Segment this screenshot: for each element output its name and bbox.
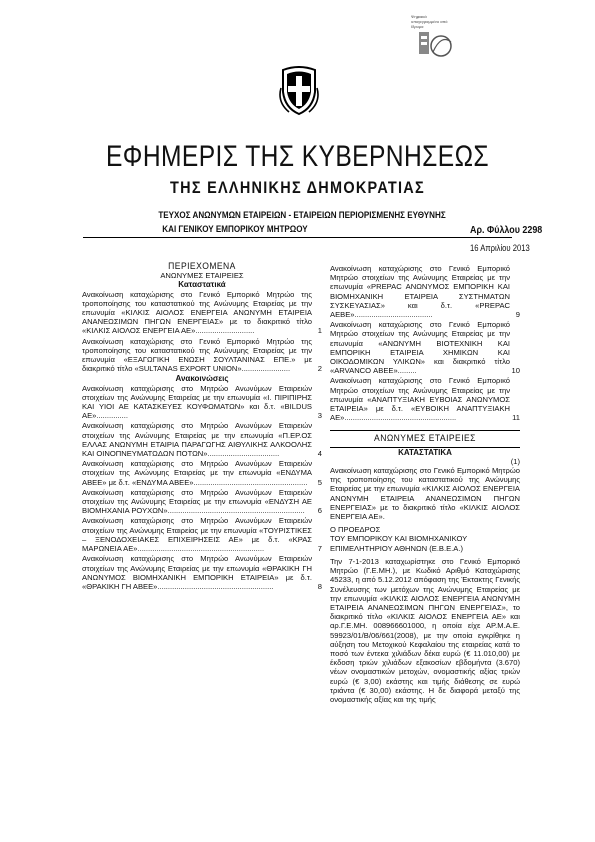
gazette-subtitle: ΤΗΣ ΕΛΛΗΝΙΚΗΣ ΔΗΜΟΚΡΑΤΙΑΣ	[170, 178, 425, 197]
president-line: Ο ΠΡΟΕΔΡΟΣ	[330, 525, 381, 535]
toc-entry[interactable]	[82, 554, 322, 591]
toc-entry-page: 3	[317, 411, 322, 421]
toc-entry-text: Ανακοίνωση καταχώρισης στο Γενικό Εμπορικό Μητρώο της τροποποίησης του καταστατικού της Ανώνυμης Εταιρείας με την επωνυμία «ΕΞΑΓΩΓΙΚΗ ΕΝΩΣΗ ΣΟΥΛΤΑΝΙΝΑΣ ΕΠΕ.» με διακριτικό τίτλο «SULTANAS EXPORT UNION».......................	[82, 336, 312, 374]
issue-type-line1: ΤΕΥΧΟΣ ΑΝΩΝΥΜΩΝ ΕΤΑΙΡΕΙΩΝ - ΕΤΑΙΡΕΙΩΝ ΠΕΡΙΟΡΙΣΜΕΝΗΣ ΕΥΘΥΝΗΣ	[158, 210, 446, 221]
article-paragraph: Την 7-1-2013 καταχωρίστηκε στο Γενικό Εμπορικό Μητρώο (Γ.Ε.ΜΗ.), με Κωδικό Αριθμό Καταχώρισης 45233, η από 5.12.2012 απόφαση της Έκτακτης Γενικής Συνέλευσης των μετόχων της Ανώνυμης Εταιρείας με την επωνυμία «ΚΙΛΚΙΣ ΑΙΟΛΟΣ ΕΝΕΡΓΕΙΑ ΑΝΩΝΥΜΗ ΕΤΑΙΡΕΙΑ ΑΝΑΝΕΩΣΙΜΩΝ ΠΗΓΩΝ ΕΝΕΡΓΕΙΑΣ», το διακριτικό τίτλο «ΚΙΛΚΙΣ ΑΙΟΛΟΣ ΕΝΕΡΓΕΙΑ ΑΕ» και αρ.Γ.Ε.ΜΗ. 008966601000, η οποία είχε ΑΡ.Μ.Α.Ε. 59923/01/Β/06/661(2008), με την οποία εγκρίθηκε η αύξηση του Μετοχικού Κεφαλαίου της εταιρείας κατά το ποσό των έντεκα χιλιάδων δέκα ευρώ (€ 11.010,00) με έκδοση τριών χιλιάδων εξακοσίων εβδομήντα (3.670) νέων ονομαστικών μετοχών, ονομαστικής αξίας τριών ευρώ (€ 3,00) εκάστης και τιμής διάθεσης σε ευρώ τριάντα (€ 30,00) εκάστης. Η δε διαφορά μεταξύ της ονομαστικής αξίας και της τιμής	[330, 556, 520, 704]
greek-coat-of-arms-emblem	[279, 66, 319, 116]
toc-entry-page: 11	[512, 413, 520, 423]
issue-type-line2: ΚΑΙ ΓΕΝΙΚΟΥ ΕΜΠΟΡΙΚΟΥ ΜΗΤΡΩΟΥ	[162, 224, 308, 235]
toc-entry[interactable]	[82, 516, 322, 553]
toc-entry-page: 6	[317, 506, 322, 516]
toc-entry[interactable]	[330, 264, 520, 319]
toc-group-title: Καταστατικά	[178, 280, 226, 290]
toc-entry-text: Ανακοίνωση καταχώρισης στο Μητρώο Ανωνύμων Εταιρειών στοιχείων της Ανώνυμης Εταιρείας με την επωνυμία «ΕΝΔΥΣΗ ΑΕ ΒΙΟΜΗΧΑΝΙΑ ΡΟΥΧΩΝ».................................................................	[82, 487, 312, 516]
toc-entry-text: Ανακοίνωση καταχώρισης στο Γενικό Εμπορικό Μητρώο της τροποποίησης του καταστατικού της Ανώνυμης Εταιρείας με την επωνυμία «ΚΙΛΚΙΣ ΑΙΟΛΟΣ ΕΝΕΡΓΕΙΑ ΑΝΩΝΥΜΗ ΕΤΑΙΡΕΙΑ ΑΝΑΝΕΩΣΙΜΩΝ ΠΗΓΩΝ ΕΝΕΡΓΕΙΑΣ» με το διακριτικό τίτλο «ΚΙΛΚΙΣ ΑΙΟΛΟΣ ΕΝΕΡΓΕΙΑ ΑΕ»............................	[82, 289, 312, 336]
toc-entry[interactable]	[82, 459, 322, 487]
article-body	[330, 466, 520, 704]
issue-date: 16 Απριλίου 2013	[470, 243, 530, 253]
gazette-title: ΕΦΗΜΕΡΙΣ ΤΗΣ ΚΥΒΕΡΝΗΣΕΩΣ	[105, 140, 489, 173]
toc-heading: ΠΕΡΙΕΧΟΜΕΝΑ	[168, 261, 236, 272]
toc-entry[interactable]	[82, 290, 322, 336]
note-number: (1)	[510, 456, 520, 466]
toc-entry-page: 7	[317, 544, 322, 554]
toc-entry-page: 9	[515, 310, 520, 320]
toc-entry-text: Ανακοίνωση καταχώρισης στο Γενικό Εμπορικό Μητρώο στοιχείων της Ανώνυμης Εταιρείας με την επωνυμία «PREPAC ΑΝΩΝΥΜΟΣ ΕΜΠΟΡΙΚΗ ΚΑΙ ΒΙΟΜΗΧΑΝΙΚΗ ΕΤΑΙΡΕΙΑ ΣΥΣΤΗΜΑΤΩΝ ΣΥΣΚΕΥΑΣΙΑΣ» και δ.τ. «PREPAC ΑΕΒΕ».....................................	[330, 264, 510, 320]
article-intro: Ανακοίνωση καταχώρισης στο Γενικό Εμπορικό Μητρώο της τροποποίησης του καταστατικού της Ανώνυμης Εταιρείας με την επωνυμία «ΚΙΛΚΙΣ ΑΙΟΛΟΣ ΕΝΕΡΓΕΙΑ ΑΝΩΝΥΜΗ ΕΤΑΙΡΕΙΑ ΑΝΑΝΕΩΣΙΜΩΝ ΠΗΓΩΝ ΕΝΕΡΓΕΙΑΣ» με το διακριτικό τίτλο «ΚΙΛΚΙΣ ΑΙΟΛΟΣ ΕΝΕΡΓΕΙΑ ΑΕ».	[330, 466, 520, 522]
toc-entry-text: Ανακοίνωση καταχώρισης στο Μητρώο Ανωνύμων Εταιρειών στοιχείων της Ανώνυμης Εταιρείας με την επωνυμία «ΤΟΥΡΙΣΤΙΚΕΣ – ΞΕΝΟΔΟΧΕΙΑΚΕΣ ΕΠΙΧΕΙΡΗΣΕΙΣ ΑΕ» με δ.τ. «ΚΡΑΣ ΜΑΡΩΝΕΙΑ ΑΕ»............................................................	[82, 516, 312, 554]
toc-entry-page: 1	[317, 326, 322, 336]
toc-section: ΑΝΩΝΥΜΕΣ ΕΤΑΙΡΕΙΕΣ	[160, 271, 244, 281]
toc-entry[interactable]	[82, 384, 322, 421]
toc-group-title: Ανακοινώσεις	[175, 374, 229, 384]
toc-entry-text: Ανακοίνωση καταχώρισης στο Μητρώο Ανωνύμων Εταιρειών στοιχείων της Ανώνυμης Εταιρείας με την επωνυμία «ΘΡΑΚΙΚΗ ΓΗ ΑΝΩΝΥΜΟΣ ΒΙΟΜΗΧΑΝΙΚΗ ΕΜΠΟΡΙΚΗ ΕΤΑΙΡΕΙΑ» με δ.τ. «ΘΡΑΚΙΚΗ ΓΗ ΑΒΕΕ».......................................................	[82, 554, 312, 591]
toc-column	[82, 262, 322, 592]
sheet-number: Αρ. Φύλλου 2298	[470, 224, 543, 236]
toc-entry[interactable]	[330, 376, 520, 422]
toc-entry-page: 2	[317, 364, 322, 374]
toc-entry[interactable]	[330, 320, 520, 375]
body-section-title: ΑΝΩΝΥΜΕΣ ΕΤΑΙΡΕΙΕΣ	[374, 433, 476, 445]
body-section-header	[330, 430, 520, 447]
toc-entry-text: Ανακοίνωση καταχώρισης στο Γενικό Εμπορικό Μητρώο στοιχείων της Ανώνυμης Εταιρείας με την επωνυμία «ΑΝΑΠΤΥΞΙΑΚΗ ΕΥΒΟΙΑΣ ΑΝΩΝΥΜΟΣ ΕΤΑΙΡΕΙΑ» με δ.τ. «ΕΥΒΟΙΚΗ ΑΝΑΠΤΥΞΙΑΚΗ ΑΕ».....................................................	[330, 376, 510, 423]
body-subsection-title: ΚΑΤΑΣΤΑΤΙΚΑ	[398, 447, 452, 457]
toc-entry[interactable]	[82, 337, 322, 374]
toc-entry-text: Ανακοίνωση καταχώρισης στο Μητρώο Ανωνύμων Εταιρειών στοιχείων της Ανώνυμης Εταιρείας με την επωνυμία «Ι. ΠΙΡΙΠΙΡΗΣ ΚΑΙ ΥΙΟΙ ΑΕ ΚΑΤΑΣΚΕΥΕΣ ΚΟΥΦΩΜΑΤΩΝ» και δ.τ. «BILDUS ΑΕ»...............	[82, 383, 312, 421]
toc-entry-text: Ανακοίνωση καταχώρισης στο Μητρώο Ανωνύμων Εταιρειών στοιχείων της Ανώνυμης Εταιρείας με την επωνυμία «Π.ΕΡ.ΟΣ ΕΛΛΑΣ ΑΝΩΝΥΜΗ ΕΤΑΙΡΙΑ ΠΑΡΑΓΩΓΗΣ ΑΙΘΥΛΙΚΗΣ ΑΛΚΟΟΛΗΣ ΚΑΙ ΟΙΝΟΠΝΕΥΜΑΤΩΔΩΝ ΠΟΤΩΝ»..................................	[82, 421, 312, 459]
president-line: ΕΠΙΜΕΛΗΤΗΡΙΟΥ ΑΘΗΝΩΝ (Ε.Β.Ε.Α.)	[330, 543, 463, 553]
toc-entry-text: Ανακοίνωση καταχώρισης στο Μητρώο Ανωνύμων Εταιρειών στοιχείων της Ανώνυμης Εταιρείας με την επωνυμία «ΕΝΔΥΜΑ ΑΒΕΕ» με δ.τ. «ΕΝΔΥΜΑ ΑΒΕΕ»......................................................	[82, 459, 312, 487]
stamp-text: Ψηφιακά υπογεγραμμένο από Ιδρυμα	[411, 14, 448, 29]
header-divider	[83, 237, 512, 238]
toc-entry-page: 5	[317, 477, 322, 487]
toc-entry[interactable]	[82, 488, 322, 516]
toc-entry[interactable]	[82, 421, 322, 458]
coat-of-arms-icon	[279, 66, 319, 116]
president-line: ΤΟΥ ΕΜΠΟΡΙΚΟΥ ΚΑΙ ΒΙΟΜΗΧΑΝΙΚΟΥ	[330, 534, 468, 544]
right-column	[330, 264, 520, 704]
toc-entry-page: 8	[317, 581, 322, 591]
toc-entry-text: Ανακοίνωση καταχώρισης στο Γενικό Εμπορικό Μητρώο στοιχείων της Ανώνυμης Εταιρείας με την επωνυμία «ΑΝΩΝΥΜΗ ΒΙΟΤΕΧΝΙΚΗ ΚΑΙ ΕΜΠΟΡΙΚΗ ΕΤΑΙΡΕΙΑ ΧΗΜΙΚΩΝ ΚΑΙ ΟΙΚΟΔΟΜΙΚΩΝ ΥΛΙΚΩΝ» και διακριτικό τίτλο «ARVANCO ΑΒΕΕ».........	[330, 320, 510, 376]
toc-entry-page: 4	[317, 449, 322, 459]
toc-entry-page: 10	[511, 366, 520, 376]
digital-signature-stamp	[407, 12, 471, 72]
